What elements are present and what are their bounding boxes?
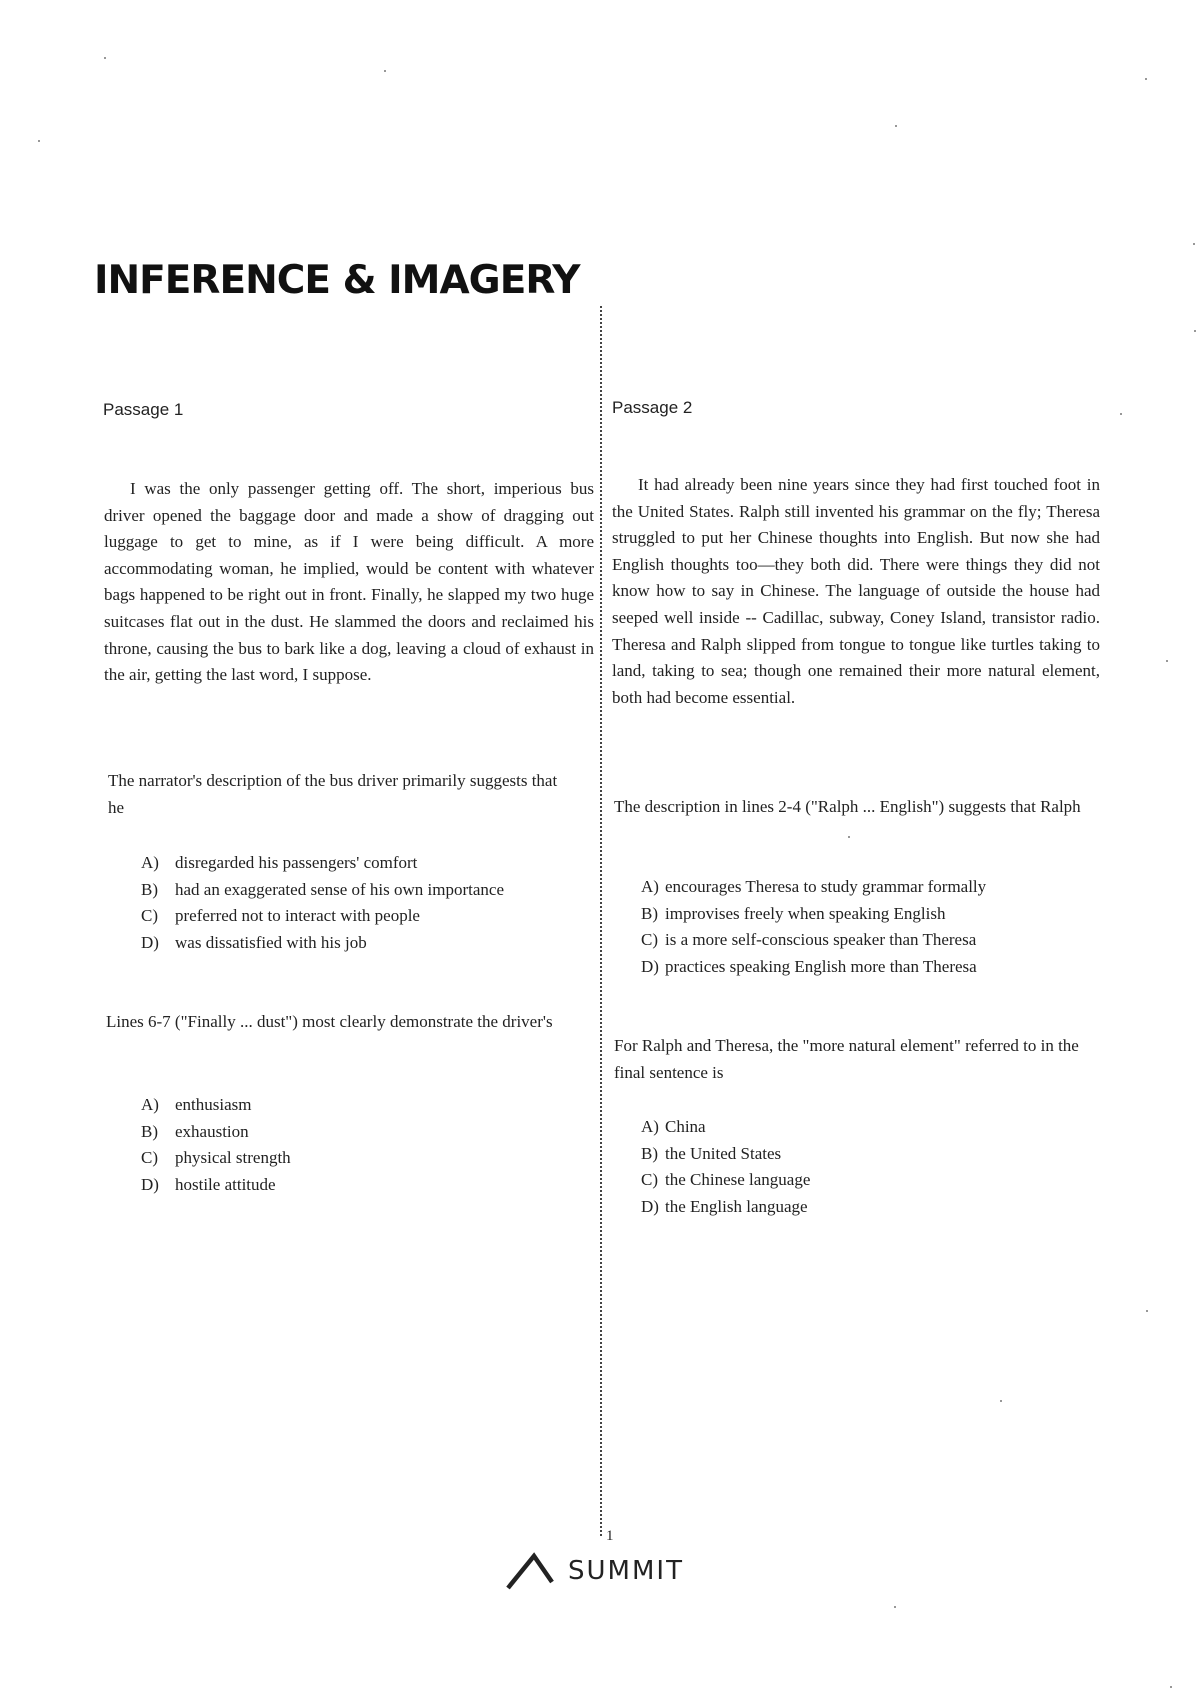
question-1-choice-a[interactable]: [141, 850, 504, 877]
question-1-choices: [141, 850, 504, 956]
scan-speck: [895, 125, 897, 127]
question-3-choices: [641, 874, 986, 980]
question-2-choice-c[interactable]: [141, 1145, 291, 1172]
scan-speck: [894, 1606, 896, 1608]
question-4-choice-d[interactable]: [641, 1194, 810, 1221]
choice-text: physical strength: [175, 1148, 291, 1168]
choice-text: had an exaggerated sense of his own importance: [175, 879, 505, 899]
question-4-choice-b[interactable]: [641, 1141, 810, 1168]
question-3-choice-c[interactable]: [641, 927, 986, 954]
choice-text: encourages Theresa to study grammar formally: [665, 877, 987, 896]
question-2-choices: [141, 1092, 291, 1198]
scan-speck: [1120, 413, 1122, 415]
choice-letter: B): [141, 879, 158, 899]
page-number: 1: [606, 1528, 614, 1544]
logo-text: SUMMIT: [568, 1556, 684, 1586]
scan-speck: [38, 140, 40, 142]
choice-letter: C): [641, 930, 658, 950]
question-4-choice-c[interactable]: [641, 1167, 810, 1194]
question-4-choice-a[interactable]: [641, 1114, 810, 1141]
question-1-choice-c[interactable]: [141, 903, 504, 930]
question-4-choices: [641, 1114, 810, 1220]
choice-letter: A): [141, 1095, 159, 1114]
summit-logo: [506, 1552, 684, 1590]
scan-speck: [384, 70, 386, 72]
scan-speck: [1145, 78, 1147, 80]
scan-speck: [1000, 1400, 1002, 1402]
scan-speck: [104, 57, 106, 59]
choice-text: practices speaking English more than Theresa: [665, 956, 977, 976]
choice-letter: D): [141, 932, 159, 952]
choice-letter: A): [641, 1117, 659, 1136]
column-divider: [600, 306, 602, 1536]
choice-text: China: [665, 1117, 706, 1136]
choice-text: the United States: [665, 1143, 782, 1163]
question-2-stem: Lines 6-7 ("Finally ... dust") most clearly demonstrate the driver's: [106, 1012, 553, 1031]
question-3-choice-a[interactable]: [641, 874, 986, 901]
choice-letter: D): [641, 956, 659, 976]
choice-letter: A): [141, 853, 159, 872]
choice-text: hostile attitude: [175, 1174, 276, 1194]
question-1-choice-d[interactable]: [141, 930, 504, 957]
choice-text: exhaustion: [175, 1121, 249, 1141]
question-4-stem: For Ralph and Theresa, the "more natural element" referred to in the final sentence is: [614, 1036, 1079, 1082]
question-1-stem: The narrator's description of the bus driver primarily suggests that he: [108, 771, 558, 817]
choice-letter: A): [641, 877, 659, 896]
scan-speck: [1170, 1686, 1172, 1688]
question-2-choice-b[interactable]: [141, 1119, 291, 1146]
scan-speck: [1194, 330, 1196, 332]
passage-2-text: It had already been nine years since they had first touched foot in the United States. Ralph still invented his grammar on the fly; Theresa struggled to put her Chinese thoughts into English. But now she had English thoughts too—they both did. There were things they did not know how to say in Chinese. The language of outside the house had seeped well inside -- Cadillac, subway, Coney Island, transistor radio. Theresa and Ralph slipped from tongue to tongue like turtles taking to land, taking to sea; though one remained their more natural element, both had become essential.: [612, 475, 1100, 707]
passage-1-label: Passage 1: [103, 400, 184, 419]
choice-letter: C): [641, 1170, 658, 1190]
choice-letter: B): [641, 903, 658, 923]
summit-peak-icon: [506, 1552, 566, 1590]
scan-speck: [1193, 243, 1195, 245]
question-3-stem: The description in lines 2-4 ("Ralph ... English") suggests that Ralph: [614, 797, 1081, 816]
choice-letter: C): [141, 906, 158, 926]
choice-text: enthusiasm: [175, 1095, 252, 1114]
passage-1-text: I was the only passenger getting off. The short, imperious bus driver opened the baggage door and made a show of dragging out luggage to get to mine, as if I were being difficult. A more accommodating woman, he implied, would be content with whatever bags happened to be right out in front. Finally, he slapped my two huge suitcases flat out in the dust. He slammed the doors and reclaimed his throne, causing the bus to bark like a dog, leaving a cloud of exhaust in the air, getting the last word, I suppose.: [104, 479, 594, 685]
choice-letter: C): [141, 1148, 158, 1168]
scan-speck: [848, 836, 850, 838]
choice-letter: D): [641, 1196, 659, 1216]
choice-text: the Chinese language: [665, 1170, 811, 1190]
question-2-choice-d[interactable]: [141, 1172, 291, 1199]
choice-text: disregarded his passengers' comfort: [175, 853, 418, 872]
choice-text: the English language: [665, 1196, 808, 1216]
question-2-choice-a[interactable]: [141, 1092, 291, 1119]
question-3-choice-b[interactable]: [641, 901, 986, 928]
passage-2-label: Passage 2: [612, 398, 693, 417]
choice-text: was dissatisfied with his job: [175, 932, 367, 952]
scan-speck: [1166, 660, 1168, 662]
question-3-choice-d[interactable]: [641, 954, 986, 981]
choice-letter: B): [641, 1143, 658, 1163]
choice-letter: D): [141, 1174, 159, 1194]
choice-letter: B): [141, 1121, 158, 1141]
question-1-choice-b[interactable]: [141, 877, 504, 904]
choice-text: improvises freely when speaking English: [665, 903, 946, 923]
choice-text: preferred not to interact with people: [175, 906, 420, 926]
page-title: INFERENCE & IMAGERY: [94, 258, 580, 303]
scan-speck: [1146, 1310, 1148, 1312]
choice-text: is a more self-conscious speaker than Theresa: [665, 930, 977, 950]
